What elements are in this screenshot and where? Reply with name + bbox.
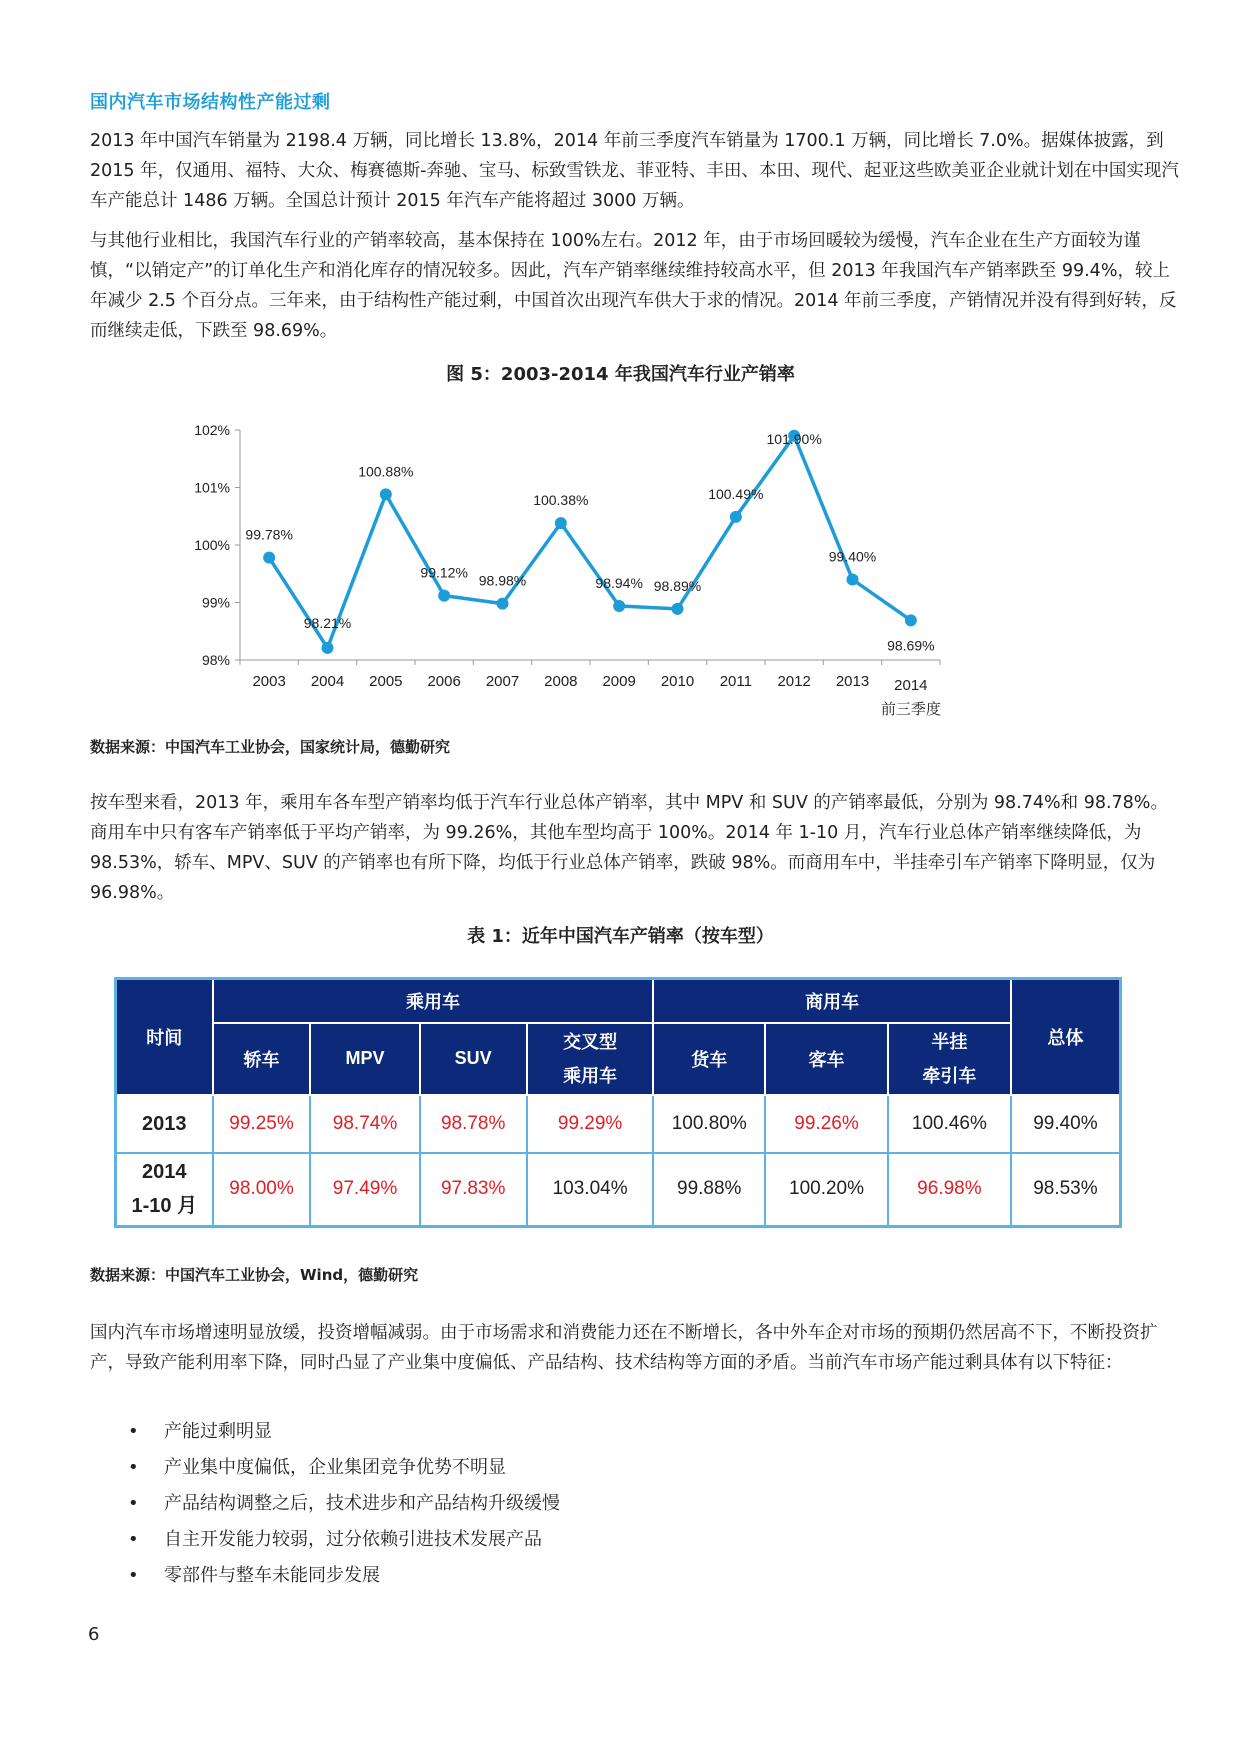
- paragraph-overcapacity: 国内汽车市场增速明显放缓，投资增幅减弱。由于市场需求和消费能力还在不断增长，各中外车企对市场的预期仍然居高不下，不断投资扩产，导致产能利用率下降，同时凸显了产业集中度偏低、产品结构、技术结构等方面的矛盾。当前汽车市场产能过剩具体有以下特征：: [90, 1323, 1158, 1373]
- data-label: 99.40%: [828, 548, 877, 565]
- data-label: 100.49%: [708, 485, 764, 502]
- x-tick-label-line: 2007: [485, 673, 520, 690]
- bullet-icon: •: [128, 1457, 139, 1478]
- cell-truck: 99.88%: [653, 1153, 765, 1227]
- data-label: 99.12%: [420, 564, 468, 581]
- x-tick-label: [427, 673, 460, 690]
- cell-total: 99.40%: [1011, 1095, 1121, 1153]
- x-tick-label-line: 2008: [544, 673, 578, 690]
- data-point: [847, 574, 859, 586]
- cell-mpv: 97.49%: [310, 1153, 419, 1227]
- cell-year: [116, 1153, 213, 1227]
- cell-year-line1: 2014: [142, 1161, 187, 1184]
- list-item-text: 零部件与整车未能同步发展: [164, 1565, 380, 1586]
- header-crossover: [527, 1023, 654, 1095]
- cell-suv: 97.83%: [420, 1153, 527, 1227]
- bullet-icon: •: [128, 1529, 139, 1550]
- x-tick-label-line: 2010: [660, 673, 695, 690]
- cell-year: 2013: [116, 1095, 213, 1153]
- x-tick-label-line: 2004: [310, 673, 345, 690]
- chart-axes: [194, 422, 941, 718]
- x-tick-label-line: 2011: [719, 673, 752, 690]
- x-tick-label-line: 2009: [602, 673, 636, 690]
- x-tick-label: [881, 677, 941, 718]
- data-point: [438, 590, 450, 602]
- cell-sedan: 99.25%: [213, 1095, 311, 1153]
- cell-mpv: 98.74%: [310, 1095, 419, 1153]
- page-number: 6: [88, 1624, 100, 1645]
- data-point: [613, 600, 625, 612]
- chart-data-labels: [245, 431, 934, 654]
- cell-crossover: 99.29%: [527, 1095, 654, 1153]
- x-tick-label-line: 2012: [777, 673, 811, 690]
- list-item: [120, 1558, 560, 1594]
- line-chart: [150, 392, 1090, 727]
- table-source: 数据来源：中国汽车工业协会，Wind，德勤研究: [90, 1266, 419, 1284]
- header-commercial: 商用车: [653, 979, 1010, 1023]
- data-point: [322, 642, 334, 654]
- data-label: 99.78%: [245, 526, 293, 543]
- x-tick-label-line: 前三季度: [880, 701, 941, 718]
- list-item: [120, 1450, 560, 1486]
- bullet-icon: •: [128, 1493, 139, 1514]
- data-point: [380, 488, 392, 500]
- x-tick-label-line: 2013: [835, 673, 870, 690]
- header-crossover-line1: 交叉型: [563, 1031, 618, 1052]
- data-point: [497, 598, 509, 610]
- x-tick-label: [311, 673, 344, 690]
- feature-list: [120, 1414, 560, 1594]
- x-tick-label: [252, 673, 285, 690]
- cell-truck: 100.80%: [653, 1095, 765, 1153]
- paragraph-by-model: 按车型来看，2013 年，乘用车各车型产销率均低于汽车行业总体产销率，其中 MPV 和 SUV 的产销率最低，分别为 98.74%和 98.78%。商用车中只有客车产销率低于平均产销率，为 99.26%，其他车型均高于 100%。2014 年 1-10 月，汽车行业总体产销率继续降低，为 98.53%，轿车、MPV、SUV 的产销率也有所下降，均低于行业总体产销率，跌破 98%。而商用车中，半挂牵引车产销率下降明显，仅为 96.98%。: [90, 793, 1168, 903]
- cell-year-line2: 1-10 月: [131, 1195, 198, 1218]
- x-tick-label-line: 2003: [252, 673, 286, 690]
- cell-semi: 96.98%: [888, 1153, 1011, 1227]
- header-truck: 货车: [653, 1023, 765, 1095]
- y-tick-label: 99%: [201, 594, 230, 611]
- figure-source: 数据来源：中国汽车工业协会，国家统计局，德勤研究: [90, 738, 451, 756]
- x-tick-label: [661, 673, 694, 690]
- data-label: 98.94%: [595, 574, 643, 591]
- cell-crossover: 103.04%: [527, 1153, 654, 1227]
- x-tick-label: [544, 673, 577, 690]
- data-point: [263, 552, 275, 564]
- x-tick-label: [720, 673, 752, 690]
- header-total: 总体: [1011, 979, 1121, 1095]
- table-row: [116, 1095, 1121, 1153]
- section-title: 国内汽车市场结构性产能过剩: [90, 92, 331, 113]
- x-tick-label: [777, 673, 810, 690]
- y-tick-label: 102%: [194, 422, 230, 438]
- header-crossover-line2: 乘用车: [563, 1065, 618, 1086]
- header-time: 时间: [116, 979, 213, 1095]
- list-item-text: 产业集中度偏低，企业集团竞争优势不明显: [164, 1457, 506, 1478]
- table-row: [116, 1153, 1121, 1227]
- data-label: 98.89%: [653, 577, 702, 594]
- bullet-icon: •: [128, 1565, 139, 1586]
- header-semi-line2: 牵引车: [922, 1065, 977, 1086]
- header-semi: [888, 1023, 1011, 1095]
- x-tick-label: [836, 673, 869, 690]
- bullet-icon: •: [128, 1421, 139, 1442]
- data-point: [905, 614, 917, 626]
- paragraph-sales: 2013 年中国汽车销量为 2198.4 万辆，同比增长 13.8%，2014 年前三季度汽车销量为 1700.1 万辆，同比增长 7.0%。据媒体披露，到 2015 年，仅通用、福特、大众、梅赛德斯-奔驰、宝马、标致雪铁龙、菲亚特、丰田、本田、现代、起亚这些欧美亚企业就计划在中国实现汽车产能总计 1486 万辆。全国总计预计 2015 年汽车产能将超过 3000 万辆。: [90, 131, 1179, 211]
- x-tick-label: [602, 673, 635, 690]
- x-tick-label: [369, 673, 402, 690]
- data-label: 98.98%: [478, 572, 527, 589]
- header-bus: 客车: [765, 1023, 888, 1095]
- cell-suv: 98.78%: [420, 1095, 527, 1153]
- x-tick-label-line: 2014: [894, 677, 928, 694]
- list-item: [120, 1522, 560, 1558]
- data-point: [730, 511, 742, 523]
- y-tick-label: 101%: [194, 479, 230, 496]
- table-title: 表 1：近年中国汽车产销率（按车型）: [467, 926, 774, 947]
- list-item: [120, 1414, 560, 1450]
- data-label: 100.38%: [533, 492, 589, 509]
- cell-bus: 99.26%: [765, 1095, 888, 1153]
- data-label: 98.21%: [303, 614, 352, 631]
- cell-total: 98.53%: [1011, 1153, 1121, 1227]
- data-point: [672, 603, 684, 615]
- cell-semi: 100.46%: [888, 1095, 1011, 1153]
- list-item-text: 产品结构调整之后，技术进步和产品结构升级缓慢: [164, 1493, 560, 1514]
- data-label: 98.69%: [887, 637, 935, 654]
- x-tick-label-line: 2006: [427, 673, 461, 690]
- data-point: [555, 517, 567, 529]
- data-label: 100.88%: [358, 463, 414, 480]
- production-sales-table: [114, 977, 1122, 1228]
- x-tick-label: [486, 673, 519, 690]
- header-semi-line1: 半挂: [931, 1031, 968, 1052]
- cell-sedan: 98.00%: [213, 1153, 311, 1227]
- header-mpv: MPV: [310, 1023, 419, 1095]
- header-passenger: 乘用车: [213, 979, 654, 1023]
- paragraph-production-ratio: 与其他行业相比，我国汽车行业的产销率较高，基本保持在 100%左右。2012 年，由于市场回暖较为缓慢，汽车企业在生产方面较为谨慎，“以销定产”的订单化生产和消化库存的情况较多。因此，汽车产销率继续维持较高水平，但 2013 年我国汽车产销率跌至 99.4%，较上年减少 2.5 个百分点。三年来，由于结构性产能过剩，中国首次出现汽车供大于求的情况。2014 年前三季度，产销情况并没有得到好转，反而继续走低，下跌至 98.69%。: [90, 231, 1177, 341]
- data-label: 101.90%: [766, 430, 822, 447]
- figure-title: 图 5：2003-2014 年我国汽车行业产销率: [446, 364, 795, 385]
- x-tick-label-line: 2005: [369, 673, 403, 690]
- header-sedan: 轿车: [213, 1023, 311, 1095]
- list-item-text: 产能过剩明显: [164, 1421, 272, 1442]
- list-item: [120, 1486, 560, 1522]
- header-suv: SUV: [420, 1023, 527, 1095]
- y-tick-label: 98%: [201, 652, 230, 668]
- y-tick-label: 100%: [194, 537, 230, 553]
- cell-bus: 100.20%: [765, 1153, 888, 1227]
- list-item-text: 自主开发能力较弱，过分依赖引进技术发展产品: [164, 1529, 542, 1550]
